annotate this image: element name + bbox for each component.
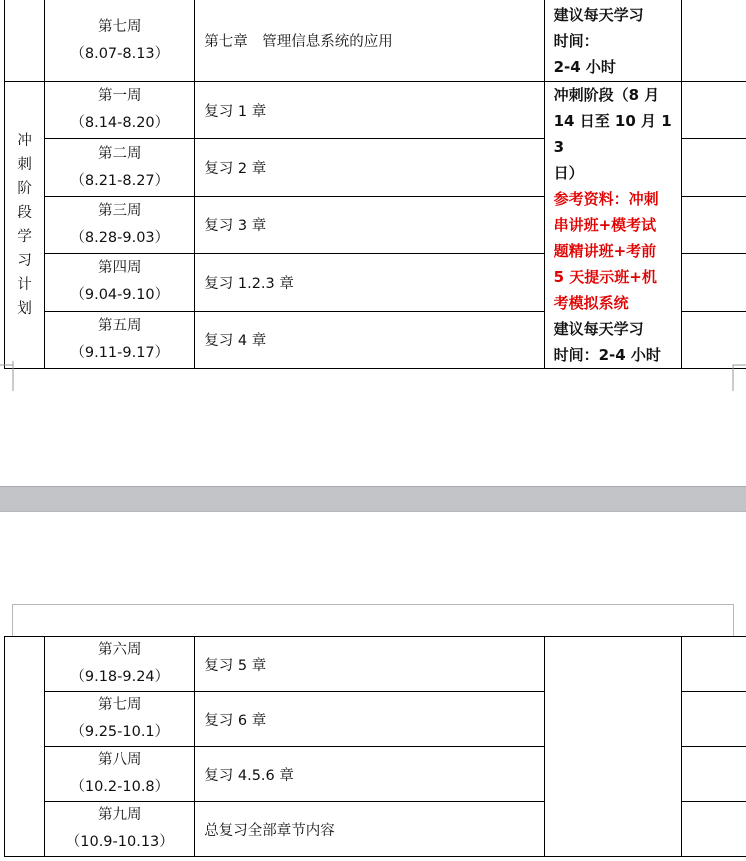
week-dates: （8.07-8.13） [70, 45, 170, 62]
empty-cell [681, 747, 746, 802]
empty-cell [681, 802, 746, 857]
stage-char: 习 [17, 253, 32, 269]
content-cell: 第七章 管理信息系统的应用 [195, 0, 544, 82]
empty-cell [681, 254, 746, 311]
note-line: 冲刺阶段（8 月 [553, 86, 660, 104]
study-plan-table-page1 [4, 0, 746, 369]
week-dates: （10.2-10.8） [70, 779, 170, 795]
note-line: 时间： [553, 31, 599, 50]
week-dates: （9.18-9.24） [70, 669, 170, 685]
note-cell-previous [544, 0, 681, 82]
header-margin-box [12, 604, 734, 637]
week-cell [45, 747, 195, 802]
week-label: 第七周 [98, 697, 142, 713]
week-dates: （8.21-8.27） [70, 172, 170, 189]
note-line: 建议每天学习 [553, 5, 644, 24]
empty-cell [681, 637, 746, 692]
week-label: 第二周 [98, 145, 142, 162]
week-dates: （8.28-9.03） [70, 229, 170, 246]
empty-cell [681, 311, 746, 368]
week-cell [45, 0, 195, 82]
empty-cell [681, 139, 746, 196]
week-cell [45, 311, 195, 368]
stage-char: 段 [17, 205, 32, 221]
table-row [5, 82, 746, 139]
week-cell [45, 139, 195, 196]
reference-line: 题精讲班+考前 [553, 242, 657, 260]
empty-cell [681, 196, 746, 253]
stage-char: 学 [17, 229, 32, 245]
stage-label-sprint [5, 82, 45, 369]
content-cell: 复习 1.2.3 章 [195, 254, 544, 311]
content-cell: 复习 3 章 [195, 196, 544, 253]
week-label: 第九周 [98, 807, 142, 823]
week-cell [45, 637, 195, 692]
study-plan-table-page2 [4, 636, 746, 857]
week-label: 第五周 [98, 317, 142, 334]
reference-line: 考模拟系统 [553, 294, 629, 312]
week-label: 第四周 [98, 260, 142, 277]
week-cell [45, 692, 195, 747]
stage-char: 阶 [17, 181, 32, 197]
note-line: 14 日至 10 月 13 [553, 112, 672, 156]
table-row [5, 637, 746, 692]
week-label: 第六周 [98, 642, 142, 658]
note-line: 2-4 小时 [553, 57, 616, 76]
content-cell: 复习 4.5.6 章 [195, 747, 544, 802]
week-dates: （9.25-10.1） [70, 724, 170, 740]
week-label: 第三周 [98, 202, 142, 219]
week-dates: （8.14-8.20） [70, 115, 170, 132]
stage-cell-continued [5, 637, 45, 857]
content-cell: 复习 4 章 [195, 311, 544, 368]
week-dates: （9.11-9.17） [70, 344, 170, 361]
empty-cell [681, 82, 746, 139]
reference-line: 串讲班+模考试 [553, 216, 657, 234]
week-label: 第一周 [98, 88, 142, 105]
stage-char: 计 [17, 277, 32, 293]
week-cell [45, 802, 195, 857]
content-cell: 复习 2 章 [195, 139, 544, 196]
note-line: 日） [553, 164, 584, 182]
margin-corner-mark [0, 361, 14, 391]
stage-cell-previous [5, 0, 45, 82]
stage-char: 刺 [17, 157, 32, 173]
table-row [5, 0, 746, 82]
week-cell [45, 82, 195, 139]
reference-line: 5 天提示班+机 [553, 268, 657, 286]
week-cell [45, 254, 195, 311]
content-cell: 复习 6 章 [195, 692, 544, 747]
stage-char: 划 [17, 301, 32, 317]
empty-cell [681, 692, 746, 747]
note-cell-continued [544, 637, 681, 857]
week-label: 第七周 [98, 18, 142, 35]
margin-corner-mark [732, 361, 746, 391]
empty-cell [681, 0, 746, 82]
content-cell: 总复习全部章节内容 [195, 802, 544, 857]
week-cell [45, 196, 195, 253]
sprint-note-cell [544, 82, 681, 369]
week-dates: （9.04-9.10） [70, 287, 170, 304]
note-line: 时间：2-4 小时 [553, 346, 661, 364]
week-dates: （10.9-10.13） [65, 834, 174, 850]
page-separator [0, 486, 746, 512]
reference-line: 参考资料：冲刺 [553, 190, 659, 208]
content-cell: 复习 1 章 [195, 82, 544, 139]
note-line: 建议每天学习 [553, 320, 644, 338]
week-label: 第八周 [98, 752, 142, 768]
stage-char: 冲 [17, 133, 32, 149]
content-cell: 复习 5 章 [195, 637, 544, 692]
